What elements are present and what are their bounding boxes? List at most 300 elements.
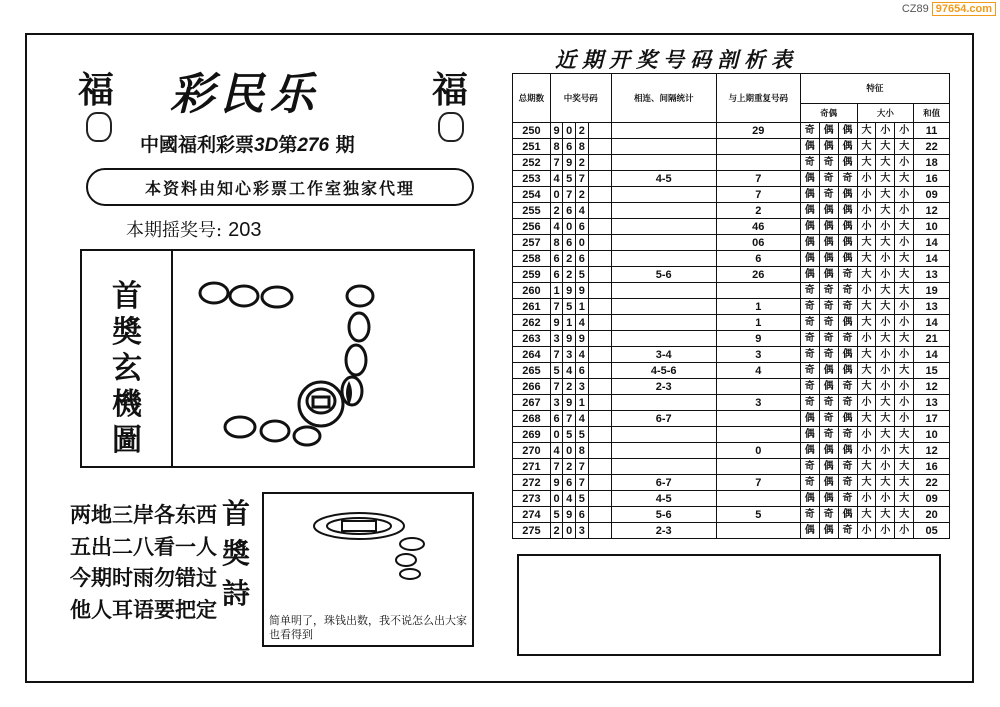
number-digit-cell: 6 [563, 203, 576, 219]
oddeven-cell: 奇 [838, 459, 857, 475]
lantern-right-icon [438, 112, 464, 142]
puzzle-label [98, 279, 156, 459]
header-feature: 特征 [800, 74, 949, 104]
number-digit-cell: 4 [550, 443, 563, 459]
oddeven-cell: 奇 [838, 331, 857, 347]
bigsmall-cell: 大 [857, 379, 876, 395]
bigsmall-cell: 小 [895, 315, 914, 331]
table-row [513, 123, 950, 139]
period-cell: 268 [513, 411, 551, 427]
consecutive-cell [611, 315, 716, 331]
spacer-cell [588, 459, 611, 475]
table-row [513, 315, 950, 331]
number-digit-cell: 9 [576, 283, 589, 299]
number-digit-cell: 8 [576, 443, 589, 459]
oddeven-cell: 偶 [800, 203, 819, 219]
oddeven-cell: 偶 [838, 235, 857, 251]
lantern-left-icon [86, 112, 112, 142]
bigsmall-cell: 大 [857, 235, 876, 251]
number-digit-cell: 9 [563, 283, 576, 299]
number-digit-cell: 1 [563, 315, 576, 331]
oddeven-cell: 偶 [838, 155, 857, 171]
bigsmall-cell: 大 [876, 203, 895, 219]
spacer-cell [588, 299, 611, 315]
table-row [513, 475, 950, 491]
oddeven-cell: 偶 [800, 267, 819, 283]
repeat-cell: 3 [716, 347, 800, 363]
period-cell: 252 [513, 155, 551, 171]
bigsmall-cell: 大 [857, 315, 876, 331]
spacer-cell [588, 123, 611, 139]
sum-cell: 13 [914, 299, 950, 315]
bigsmall-cell: 大 [876, 155, 895, 171]
period-cell: 273 [513, 491, 551, 507]
number-digit-cell: 4 [576, 315, 589, 331]
table-title: 近期开奖号码剖析表 [555, 47, 798, 72]
sum-cell: 16 [914, 459, 950, 475]
bigsmall-cell: 小 [895, 411, 914, 427]
poem-line: 五出二八看一人 [70, 534, 217, 559]
header-sum: 和值 [914, 103, 950, 122]
consecutive-cell [611, 123, 716, 139]
oddeven-cell: 偶 [819, 363, 838, 379]
oddeven-cell: 偶 [819, 219, 838, 235]
number-digit-cell: 6 [563, 235, 576, 251]
bigsmall-cell: 小 [876, 347, 895, 363]
bigsmall-cell: 大 [857, 475, 876, 491]
bigsmall-cell: 大 [876, 507, 895, 523]
oddeven-cell: 偶 [819, 123, 838, 139]
bigsmall-cell: 小 [857, 427, 876, 443]
poem-line: 他人耳语要把定 [70, 597, 217, 622]
table-row [513, 219, 950, 235]
puzzle-label-char: 圖 [112, 423, 142, 458]
bigsmall-cell: 大 [895, 427, 914, 443]
spacer-cell [588, 427, 611, 443]
bigsmall-cell: 大 [857, 139, 876, 155]
poem-text [70, 500, 217, 626]
oddeven-cell: 奇 [800, 331, 819, 347]
oddeven-cell: 偶 [838, 139, 857, 155]
poem-label-char: 詩 [222, 577, 251, 610]
oddeven-cell: 偶 [819, 491, 838, 507]
oddeven-cell: 偶 [819, 379, 838, 395]
period-cell: 260 [513, 283, 551, 299]
number-digit-cell: 7 [550, 347, 563, 363]
oddeven-cell: 奇 [800, 347, 819, 363]
number-digit-cell: 1 [576, 395, 589, 411]
number-digit-cell: 2 [563, 459, 576, 475]
period-cell: 272 [513, 475, 551, 491]
number-digit-cell: 4 [576, 411, 589, 427]
subtitle-suffix: 期 [335, 134, 355, 156]
bigsmall-cell: 小 [857, 187, 876, 203]
oddeven-cell: 偶 [819, 139, 838, 155]
number-digit-cell: 4 [550, 171, 563, 187]
table-row [513, 171, 950, 187]
number-digit-cell: 3 [576, 379, 589, 395]
bigsmall-cell: 大 [895, 331, 914, 347]
spacer-cell [588, 219, 611, 235]
draw-number [126, 216, 261, 242]
oddeven-cell: 偶 [800, 411, 819, 427]
number-digit-cell: 0 [550, 491, 563, 507]
oddeven-cell: 奇 [819, 283, 838, 299]
bigsmall-cell: 小 [857, 283, 876, 299]
sum-cell: 11 [914, 123, 950, 139]
consecutive-cell: 2-3 [611, 523, 716, 539]
oddeven-cell: 奇 [800, 507, 819, 523]
oddeven-cell: 偶 [819, 475, 838, 491]
sum-cell: 15 [914, 363, 950, 379]
consecutive-cell: 6-7 [611, 411, 716, 427]
bigsmall-cell: 小 [876, 443, 895, 459]
repeat-cell: 06 [716, 235, 800, 251]
number-digit-cell: 5 [563, 427, 576, 443]
number-digit-cell: 7 [563, 187, 576, 203]
oddeven-cell: 奇 [800, 299, 819, 315]
period-cell: 259 [513, 267, 551, 283]
oddeven-cell: 奇 [800, 283, 819, 299]
number-digit-cell: 9 [563, 507, 576, 523]
number-digit-cell: 8 [576, 139, 589, 155]
number-digit-cell: 0 [576, 235, 589, 251]
bigsmall-cell: 小 [876, 363, 895, 379]
consecutive-cell [611, 203, 716, 219]
number-digit-cell: 0 [563, 443, 576, 459]
number-digit-cell: 6 [563, 139, 576, 155]
number-digit-cell: 4 [563, 363, 576, 379]
table-row [513, 155, 950, 171]
number-digit-cell: 6 [576, 363, 589, 379]
consecutive-cell: 6-7 [611, 475, 716, 491]
bigsmall-cell: 大 [895, 363, 914, 379]
spacer-cell [588, 235, 611, 251]
bigsmall-cell: 大 [857, 459, 876, 475]
number-digit-cell: 2 [550, 523, 563, 539]
sum-cell: 19 [914, 283, 950, 299]
oddeven-cell: 奇 [819, 411, 838, 427]
spacer-cell [588, 507, 611, 523]
oddeven-cell: 奇 [838, 427, 857, 443]
number-digit-cell: 2 [563, 267, 576, 283]
bigsmall-cell: 小 [876, 491, 895, 507]
number-digit-cell: 7 [550, 459, 563, 475]
oddeven-cell: 偶 [819, 203, 838, 219]
sum-cell: 13 [914, 267, 950, 283]
bigsmall-cell: 小 [895, 379, 914, 395]
oddeven-cell: 偶 [800, 491, 819, 507]
consecutive-cell [611, 235, 716, 251]
consecutive-cell [611, 251, 716, 267]
oddeven-cell: 偶 [819, 251, 838, 267]
oddeven-cell: 奇 [838, 379, 857, 395]
poem-note: 简单明了，珠钱出数，我不说怎么出大家也看得到 [269, 614, 467, 641]
number-digit-cell: 2 [550, 203, 563, 219]
consecutive-cell: 2-3 [611, 379, 716, 395]
spacer-cell [588, 331, 611, 347]
number-digit-cell: 3 [563, 347, 576, 363]
number-digit-cell: 9 [576, 331, 589, 347]
oddeven-cell: 奇 [800, 395, 819, 411]
bigsmall-cell: 大 [876, 411, 895, 427]
spacer-cell [588, 203, 611, 219]
number-digit-cell: 5 [550, 363, 563, 379]
number-digit-cell: 2 [576, 187, 589, 203]
table-row [513, 363, 950, 379]
number-digit-cell: 0 [563, 123, 576, 139]
table-row [513, 299, 950, 315]
bigsmall-cell: 大 [895, 507, 914, 523]
sum-cell: 14 [914, 251, 950, 267]
header-period: 总期数 [513, 74, 551, 123]
bigsmall-cell: 大 [876, 171, 895, 187]
bigsmall-cell: 大 [876, 299, 895, 315]
bigsmall-cell: 大 [857, 411, 876, 427]
watermark[interactable] [902, 2, 996, 16]
fu-character-right: 福 [432, 69, 469, 111]
number-digit-cell: 7 [550, 379, 563, 395]
spacer-cell [588, 395, 611, 411]
page-title: 彩民乐 [170, 69, 320, 120]
oddeven-cell: 偶 [800, 235, 819, 251]
oddeven-cell: 偶 [838, 203, 857, 219]
bigsmall-cell: 大 [895, 139, 914, 155]
oddeven-cell: 偶 [800, 251, 819, 267]
number-digit-cell: 2 [563, 379, 576, 395]
oddeven-cell: 偶 [800, 219, 819, 235]
sum-cell: 21 [914, 331, 950, 347]
bigsmall-cell: 大 [876, 395, 895, 411]
bigsmall-cell: 大 [876, 283, 895, 299]
poem-line: 今期时雨勿错过 [70, 566, 217, 590]
puzzle-box [80, 249, 475, 468]
oddeven-cell: 偶 [838, 219, 857, 235]
number-digit-cell: 5 [576, 427, 589, 443]
oddeven-cell: 奇 [838, 491, 857, 507]
period-cell: 270 [513, 443, 551, 459]
consecutive-cell [611, 331, 716, 347]
oddeven-cell: 偶 [838, 507, 857, 523]
spacer-cell [588, 475, 611, 491]
table-row [513, 251, 950, 267]
oddeven-cell: 偶 [800, 523, 819, 539]
coins-drawing [304, 504, 444, 594]
bigsmall-cell: 小 [876, 459, 895, 475]
number-digit-cell: 9 [550, 123, 563, 139]
oddeven-cell: 奇 [800, 379, 819, 395]
sum-cell: 14 [914, 347, 950, 363]
oddeven-cell: 偶 [800, 187, 819, 203]
sum-cell: 18 [914, 155, 950, 171]
number-digit-cell: 5 [576, 267, 589, 283]
repeat-cell: 1 [716, 315, 800, 331]
number-digit-cell: 6 [550, 411, 563, 427]
oddeven-cell: 奇 [819, 171, 838, 187]
number-digit-cell: 4 [550, 219, 563, 235]
bigsmall-cell: 大 [876, 139, 895, 155]
bigsmall-cell: 小 [857, 171, 876, 187]
sum-cell: 13 [914, 395, 950, 411]
sum-cell: 20 [914, 507, 950, 523]
bigsmall-cell: 大 [895, 443, 914, 459]
oddeven-cell: 偶 [819, 523, 838, 539]
repeat-cell [716, 523, 800, 539]
sum-cell: 12 [914, 379, 950, 395]
spacer-cell [588, 155, 611, 171]
consecutive-cell: 4-5 [611, 491, 716, 507]
oddeven-cell: 偶 [838, 315, 857, 331]
number-digit-cell: 3 [550, 331, 563, 347]
oddeven-cell: 奇 [819, 155, 838, 171]
repeat-cell: 0 [716, 443, 800, 459]
bigsmall-cell: 小 [895, 203, 914, 219]
table-row [513, 459, 950, 475]
table-row [513, 187, 950, 203]
consecutive-cell: 5-6 [611, 507, 716, 523]
period-cell: 257 [513, 235, 551, 251]
period-cell: 258 [513, 251, 551, 267]
fu-character-left: 福 [78, 69, 115, 111]
bigsmall-cell: 大 [895, 491, 914, 507]
table-row [513, 427, 950, 443]
period-cell: 269 [513, 427, 551, 443]
watermark-site-link[interactable]: 97654.com [932, 2, 996, 16]
bigsmall-cell: 小 [857, 443, 876, 459]
oddeven-cell: 偶 [800, 171, 819, 187]
bigsmall-cell: 大 [895, 475, 914, 491]
oddeven-cell: 偶 [819, 267, 838, 283]
poem-label [222, 494, 250, 614]
sum-cell: 12 [914, 443, 950, 459]
period-cell: 261 [513, 299, 551, 315]
spacer-cell [588, 379, 611, 395]
repeat-cell: 6 [716, 251, 800, 267]
number-digit-cell: 5 [576, 491, 589, 507]
bigsmall-cell: 小 [895, 123, 914, 139]
sum-cell: 22 [914, 139, 950, 155]
table-row [513, 379, 950, 395]
puzzle-label-char: 玄 [112, 351, 142, 386]
oddeven-cell: 偶 [838, 347, 857, 363]
repeat-cell: 7 [716, 187, 800, 203]
oddeven-cell: 奇 [800, 155, 819, 171]
repeat-cell: 7 [716, 171, 800, 187]
oddeven-cell: 奇 [800, 123, 819, 139]
consecutive-cell [611, 155, 716, 171]
repeat-cell [716, 283, 800, 299]
period-cell: 262 [513, 315, 551, 331]
period-cell: 275 [513, 523, 551, 539]
period-cell: 274 [513, 507, 551, 523]
period-cell: 254 [513, 187, 551, 203]
oddeven-cell: 偶 [800, 443, 819, 459]
period-cell: 266 [513, 379, 551, 395]
number-digit-cell: 7 [563, 411, 576, 427]
consecutive-cell [611, 443, 716, 459]
number-digit-cell: 5 [563, 299, 576, 315]
repeat-cell: 5 [716, 507, 800, 523]
number-digit-cell: 1 [550, 283, 563, 299]
oddeven-cell: 偶 [800, 427, 819, 443]
table-row [513, 267, 950, 283]
number-digit-cell: 7 [576, 475, 589, 491]
oddeven-cell: 奇 [800, 459, 819, 475]
repeat-cell: 7 [716, 475, 800, 491]
number-digit-cell: 7 [550, 155, 563, 171]
bigsmall-cell: 小 [857, 203, 876, 219]
oddeven-cell: 奇 [800, 475, 819, 491]
oddeven-cell: 奇 [819, 315, 838, 331]
bigsmall-cell: 小 [895, 155, 914, 171]
number-digit-cell: 2 [563, 251, 576, 267]
oddeven-cell: 偶 [838, 187, 857, 203]
repeat-cell: 4 [716, 363, 800, 379]
table-row [513, 395, 950, 411]
header-consec: 相连、间隔统计 [611, 74, 716, 123]
oddeven-cell: 奇 [838, 523, 857, 539]
consecutive-cell: 4-5 [611, 171, 716, 187]
sum-cell: 10 [914, 427, 950, 443]
repeat-cell: 3 [716, 395, 800, 411]
bigsmall-cell: 小 [876, 251, 895, 267]
oddeven-cell: 奇 [838, 283, 857, 299]
sum-cell: 16 [914, 171, 950, 187]
repeat-cell: 2 [716, 203, 800, 219]
table-row [513, 331, 950, 347]
puzzle-divider [171, 251, 173, 466]
watermark-prefix: CZ89 [901, 3, 929, 15]
spacer-cell [588, 251, 611, 267]
number-digit-cell: 8 [550, 235, 563, 251]
table-row [513, 411, 950, 427]
bigsmall-cell: 小 [857, 523, 876, 539]
draw-number-label: 本期摇奖号: [126, 220, 223, 241]
consecutive-cell [611, 139, 716, 155]
puzzle-label-char: 首 [112, 279, 142, 314]
oddeven-cell: 奇 [800, 315, 819, 331]
bigsmall-cell: 大 [857, 267, 876, 283]
bigsmall-cell: 小 [895, 235, 914, 251]
bigsmall-cell: 小 [895, 187, 914, 203]
repeat-cell [716, 379, 800, 395]
oddeven-cell: 奇 [819, 347, 838, 363]
spacer-cell [588, 187, 611, 203]
number-digit-cell: 5 [563, 171, 576, 187]
bigsmall-cell: 大 [857, 363, 876, 379]
repeat-cell: 1 [716, 299, 800, 315]
period-cell: 265 [513, 363, 551, 379]
table-row [513, 283, 950, 299]
spacer-cell [588, 523, 611, 539]
oddeven-cell: 奇 [819, 331, 838, 347]
subtitle-brand: 3D [254, 135, 279, 156]
repeat-cell [716, 427, 800, 443]
consecutive-cell: 5-6 [611, 267, 716, 283]
bigsmall-cell: 小 [876, 267, 895, 283]
oddeven-cell: 奇 [819, 299, 838, 315]
bigsmall-cell: 小 [895, 395, 914, 411]
consecutive-cell [611, 219, 716, 235]
number-digit-cell: 7 [576, 459, 589, 475]
number-digit-cell: 9 [550, 475, 563, 491]
header-bigsmall: 大小 [857, 103, 914, 122]
notes-box [517, 554, 941, 656]
number-digit-cell: 3 [550, 395, 563, 411]
oddeven-cell: 奇 [838, 395, 857, 411]
oddeven-cell: 偶 [819, 459, 838, 475]
number-digit-cell: 2 [576, 123, 589, 139]
